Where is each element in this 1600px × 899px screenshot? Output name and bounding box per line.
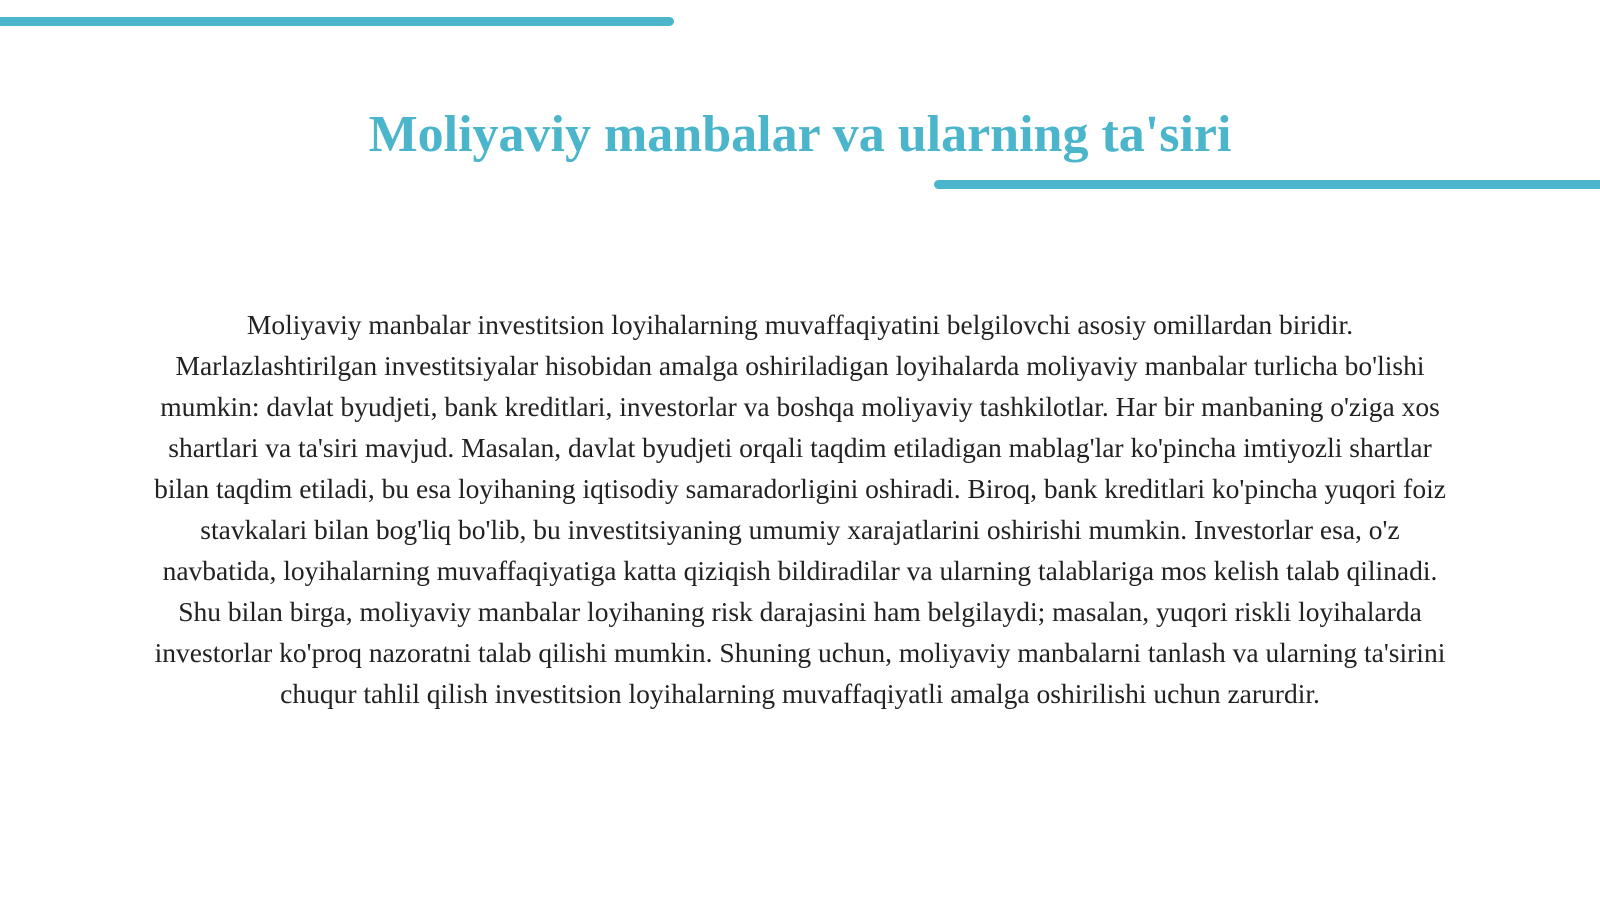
slide-title: Moliyaviy manbalar va ularning ta'siri bbox=[368, 106, 1232, 163]
top-accent-bar bbox=[0, 17, 674, 26]
title-underline-bar bbox=[934, 180, 1600, 189]
body-paragraph: Moliyaviy manbalar investitsion loyihalarning muvaffaqiyatini belgilovchi asosiy omillardan biridir. Marlazlashtirilgan investitsiyalar hisobidan amalga oshiriladigan loyihalarda moliyaviy manbalar turlicha bo'lishi mumkin: davlat byudjeti, bank kreditlari, investorlar va boshqa moliyaviy tashkilotlar. Har bir manbaning o'ziga xos shartlari va ta'siri mavjud. Masalan, davlat byudjeti orqali taqdim etiladigan mablag'lar ko'pincha imtiyozli shartlar bilan taqdim etiladi, bu esa loyihaning iqtisodiy samaradorligini oshiradi. Biroq, bank kreditlari ko'pincha yuqori foiz stavkalari bilan bog'liq bo'lib, bu investitsiyaning umumiy xarajatlarini oshirishi mumkin. Investorlar esa, o'z navbatida, loyihalarning muvaffaqiyatiga katta qiziqish bildiradilar va ularning talablariga mos kelish talab qilinadi. Shu bilan birga, moliyaviy manbalar loyihaning risk darajasini ham belgilaydi; masalan, yuqori riskli loyihalarda investorlar ko'proq nazoratni talab qilishi mumkin. Shuning uchun, moliyaviy manbalarni tanlash va ularning ta'sirini chuqur tahlil qilish investitsion loyihalarning muvaffaqiyatli amalga oshirilishi uchun zarurdir. bbox=[154, 309, 1446, 709]
